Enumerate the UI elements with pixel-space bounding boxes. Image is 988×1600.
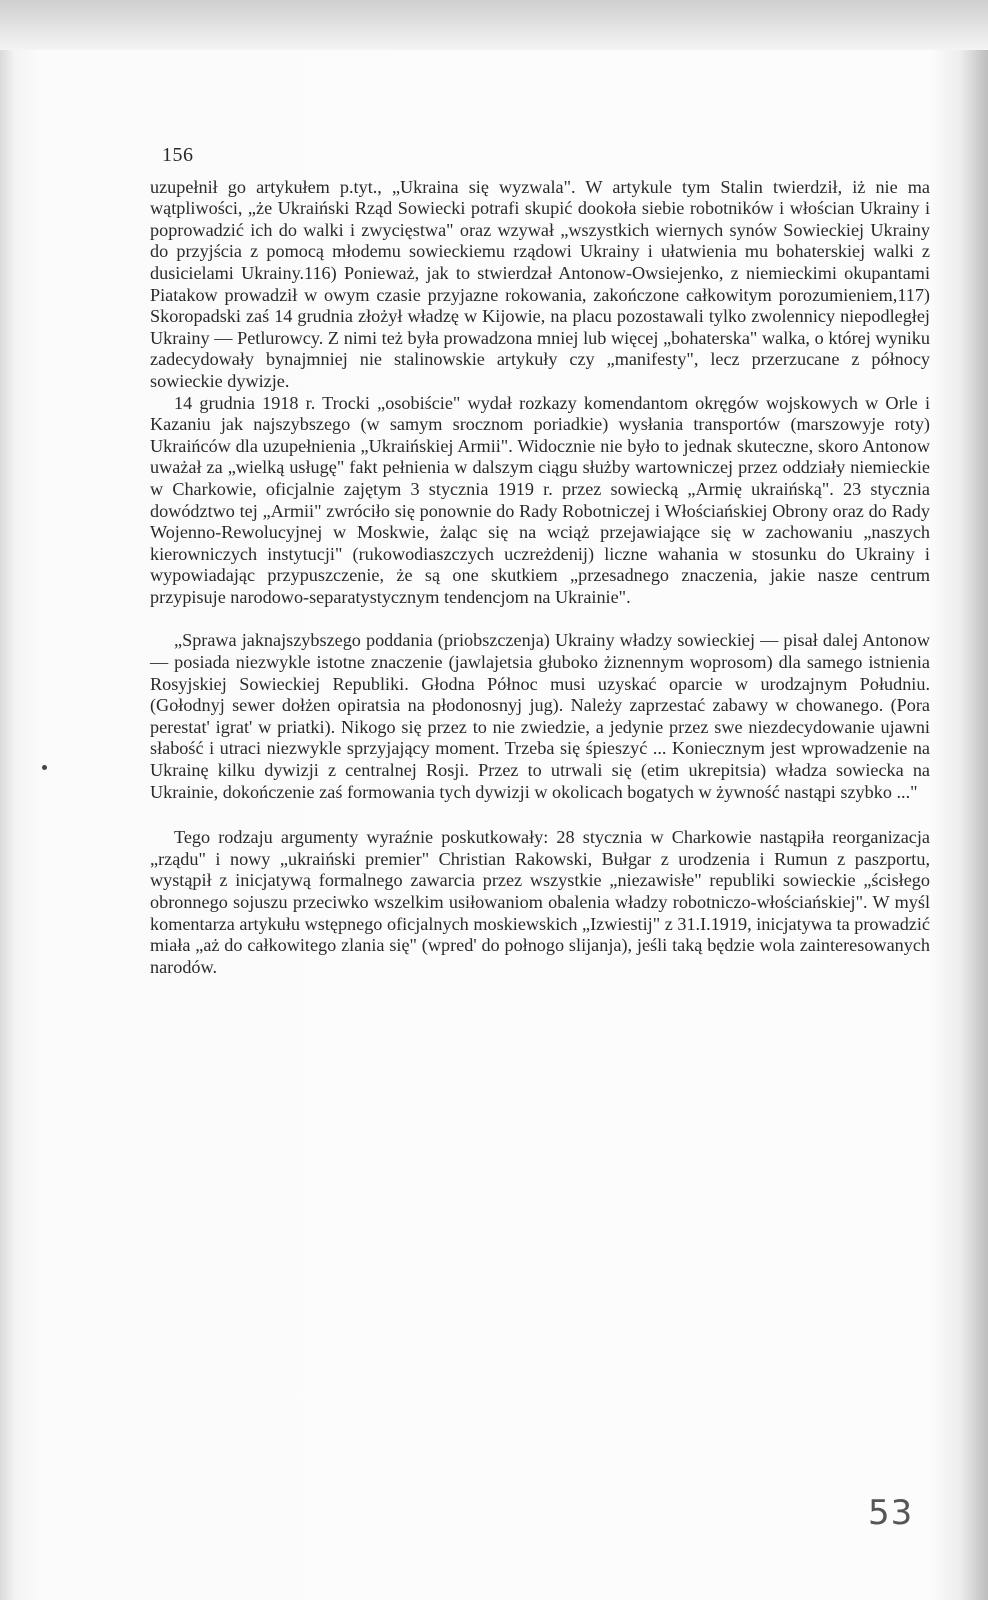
margin-dot xyxy=(42,765,47,770)
paragraph-4: Tego rodzaju argumenty wyraźnie poskutkowały: 28 stycznia w Charkowie nastąpiła reorganizacja „rządu" i nowy „ukraiński premier" Christian Rakowski, Bułgar z urodzenia i Rumun z paszportu, wystąpił z inicjatywą formalnego zawarcia przez wszystkie „niezawisłe" republiki sowieckie „ścisłego obronnego sojuszu przeciwko wszelkim usiłowaniom obalenia władzy robotniczo-włościańskiej". W myśl komentarza artykułu wstępnego oficjalnych moskiewskich „Izwiestij" z 31.I.1919, inicjatywa ta prowadzić miała „aż do całkowitego zlania się" (wpred' do połnogo slijanja), jeśli taką będzie wola zainteresowanych narodów. xyxy=(150,827,930,977)
book-page xyxy=(150,145,930,978)
quote-paragraph: „Sprawa jaknajszybszego poddania (priobszczenja) Ukrainy władzy sowieckiej — pisał dalej Antonow — posiada niezwykle istotne znaczenie (jawlajetsia głuboko żiznennym woprosom) dla samego istnienia Rosyjskiej Sowieckiej Republiki. Głodna Północ musi uzyskać oparcie w urodzajnym Południu. (Gołodnyj sewer dołżen opiratsia na płodonosnyj jug). Należy zaprzestać zabawy w chowanego. (Pora perestat' igrat' w priatki). Nikogo się przez to nie zwiedzie, a jedynie przez swe niezdecydowanie ujawni słabość i utraci niezwykle sprzyjający moment. Trzeba się śpieszyć ... Koniecznym jest wprowadzenie na Ukrainę kilku dywizji z centralnej Rosji. Przez to utrwali się (etim ukrepitsia) władza sowiecka na Ukrainie, dokończenie zaś formowania tych dywizji w okolicach bogatych w żywność nastąpi szybko ..." xyxy=(150,630,930,802)
handwritten-number: 53 xyxy=(868,1493,914,1533)
paragraph-1: uzupełnił go artykułem p.tyt., „Ukraina się wyzwala". W artykule tym Stalin twierdził, iż nie ma wątpliwości, „że Ukraiński Rząd Sowiecki potrafi skupić dookoła siebie robotników i włościan Ukrainy i poprowadzić ich do walki i zwycięstwa" oraz wzywał „wszystkich wiernych synów Sowieckiej Ukrainy do przyjścia z pomocą młodemu sowieckiemu rządowi Ukrainy i ułatwienia mu bohaterskiej walki z dusicielami Ukrainy.116) Ponieważ, jak to stwierdzał Antonow-Owsiejenko, z niemieckimi okupantami Piatakow prowadził w owym czasie przyjazne rokowania, zakończone całkowitym porozumieniem,117) Skoropadski zaś 14 grudnia złożył władzę w Kijowie, na placu pozostawali tylko zwolennicy niepodległej Ukrainy — Petlurowcy. Z nimi też była prowadzona mniej lub więcej „bohaterska" walka, o której wyniku zadecydowały bynajmniej nie stalinowskie artykuły czy „manifesty", lecz przerzucane z północy sowieckie dywizje. xyxy=(150,176,930,391)
page-number: 156 xyxy=(162,144,194,166)
paragraph-2: 14 grudnia 1918 r. Trocki „osobiście" wydał rozkazy komendantom okręgów wojskowych w Orle i Kazaniu jak najszybszego (w samym srocznom poriadkie) wysłania transportów (marszowyje roty) Ukraińców dla uzupełnienia „Ukraińskiej Armii". Widocznie nie było to jednak skuteczne, skoro Antonow uważał za „wielką usługę" fakt pełnienia w dalszym ciągu służby wartowniczej przez oddziały niemieckie w Charkowie, oficjalnie zajętym 3 stycznia 1919 r. przez sowiecką „Armię ukraińską". 23 stycznia dowództwo tej „Armii" zwróciło się ponownie do Rady Robotniczej i Włościańskiej Obrony oraz do Rady Wojenno-Rewolucyjnej w Moskwie, żaląc się na wciąż przejawiające się w zachowaniu „naszych kierowniczych instytucji" (rukowodiaszczych uczreżdenij) liczne wahania w stosunku do Ukrainy i wypowiadając przypuszczenie, że są one skutkiem „przesadnego znaczenia, jakie nasze centrum przypisuje narodowo-separatystycznym tendencjom na Ukrainie". xyxy=(150,392,930,607)
scan-top-shadow xyxy=(0,0,988,50)
